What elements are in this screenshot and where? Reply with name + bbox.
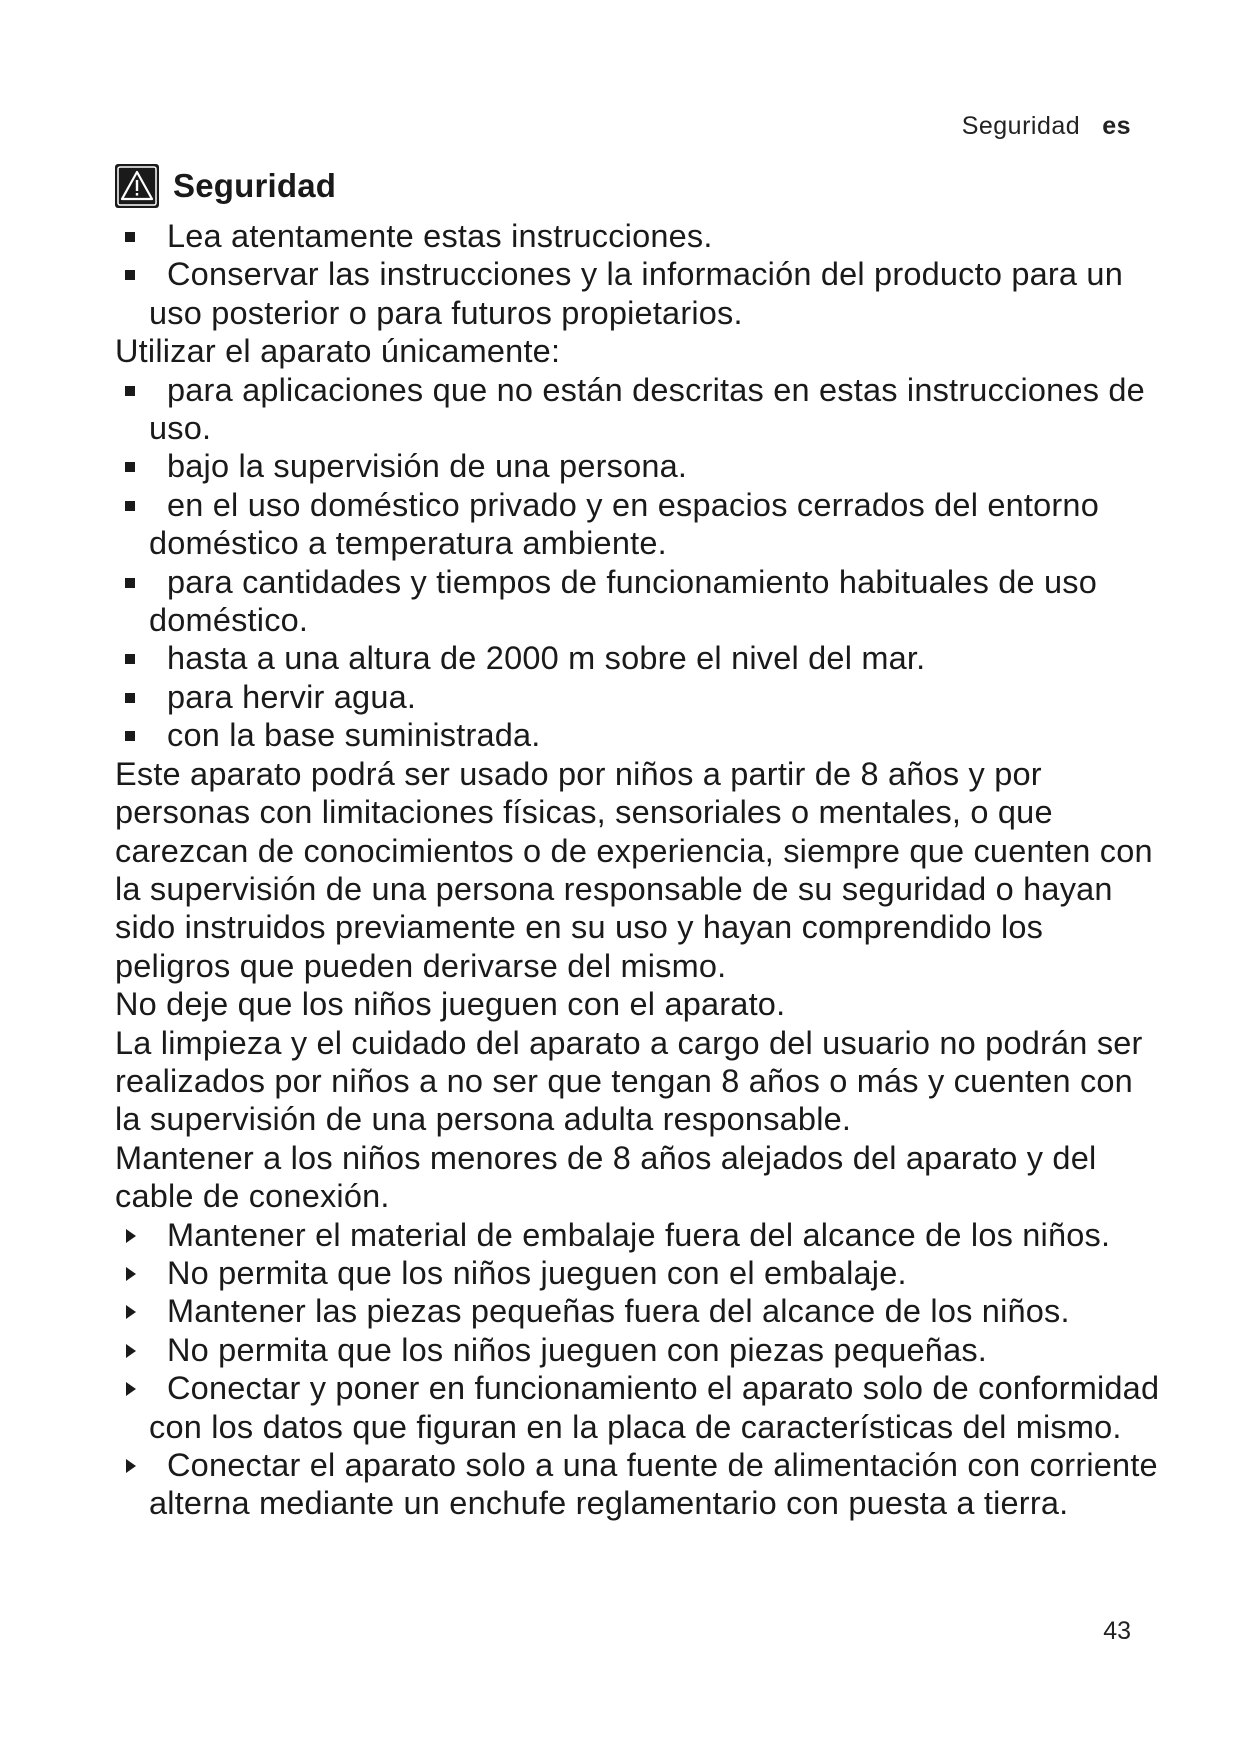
square-bullet-icon	[125, 693, 135, 703]
bullet-item	[115, 371, 1165, 448]
paragraph	[115, 332, 1165, 370]
section-heading	[115, 165, 1165, 207]
square-bullet-icon	[125, 731, 135, 741]
arrow-bullet-icon	[126, 1229, 136, 1243]
running-header-section: Seguridad	[961, 112, 1081, 140]
bullet-item	[115, 447, 1165, 485]
instruction-item	[115, 1369, 1165, 1446]
running-header	[962, 112, 1131, 141]
square-bullet-icon	[125, 501, 135, 511]
bullet-item	[115, 486, 1165, 563]
instruction-item	[115, 1446, 1165, 1523]
block-text: para aplicaciones que no están descritas en estas instrucciones de uso.	[149, 371, 1145, 447]
block-text: Mantener las piezas pequeñas fuera del alcance de los niños.	[167, 1293, 1070, 1330]
block-text: en el uso doméstico privado y en espacios cerrados del entorno doméstico a temperatura ambiente.	[149, 486, 1099, 562]
bullet-item	[115, 217, 1165, 255]
arrow-bullet-icon	[126, 1305, 136, 1319]
paragraph	[115, 1024, 1165, 1139]
paragraph	[115, 985, 1165, 1023]
block-text: Este aparato podrá ser usado por niños a partir de 8 años y por personas con limitaciones físicas, sensoriales o mentales, o que carezcan de conocimientos o de experiencia, siempre que cuenten con la supervisión de una persona responsable de su seguridad o hayan sido instruidos previamente en su uso y hayan comprendido los peligros que pueden derivarse del mismo.	[115, 755, 1153, 984]
page-number: 43	[1103, 1617, 1131, 1645]
block-text: con la base suministrada.	[167, 717, 541, 754]
arrow-bullet-icon	[126, 1344, 136, 1358]
bullet-item	[115, 639, 1165, 677]
block-text: hasta a una altura de 2000 m sobre el nivel del mar.	[167, 640, 926, 677]
block-text: para cantidades y tiempos de funcionamiento habituales de uso doméstico.	[149, 563, 1098, 639]
block-text: Mantener el material de embalaje fuera del alcance de los niños.	[167, 1216, 1111, 1253]
square-bullet-icon	[125, 232, 135, 242]
block-text: No permita que los niños jueguen con el embalaje.	[167, 1254, 907, 1291]
block-text: Utilizar el aparato únicamente:	[115, 333, 561, 370]
square-bullet-icon	[125, 654, 135, 664]
block-text: Conservar las instrucciones y la información del producto para un uso posterior o para futuros propietarios.	[149, 256, 1123, 331]
bullet-item	[115, 563, 1165, 640]
instruction-item	[115, 1254, 1165, 1292]
block-text: La limpieza y el cuidado del aparato a cargo del usuario no podrán ser realizados por niños a no ser que tengan 8 años o más y cuenten con la supervisión de una persona adulta responsable.	[115, 1024, 1143, 1138]
paragraph	[115, 755, 1165, 985]
arrow-bullet-icon	[126, 1267, 136, 1281]
square-bullet-icon	[125, 386, 135, 396]
bullet-item	[115, 716, 1165, 754]
page-content	[115, 165, 1165, 1523]
block-text: Conectar el aparato solo a una fuente de alimentación con corriente alterna mediante un enchufe reglamentario con puesta a tierra.	[149, 1447, 1158, 1522]
block-text: No deje que los niños jueguen con el aparato.	[115, 986, 786, 1023]
warning-triangle-icon	[115, 164, 159, 208]
section-title: Seguridad	[173, 166, 337, 204]
instruction-item	[115, 1216, 1165, 1254]
paragraph	[115, 1139, 1165, 1216]
bullet-item	[115, 255, 1165, 332]
block-text: para hervir agua.	[167, 678, 417, 715]
text-blocks	[115, 217, 1165, 1523]
block-text: bajo la supervisión de una persona.	[167, 448, 688, 485]
block-text: No permita que los niños jueguen con piezas pequeñas.	[167, 1331, 988, 1368]
running-header-language: es	[1102, 112, 1131, 140]
bullet-item	[115, 678, 1165, 716]
instruction-item	[115, 1292, 1165, 1330]
arrow-bullet-icon	[126, 1382, 136, 1396]
instruction-item	[115, 1331, 1165, 1369]
block-text: Lea atentamente estas instrucciones.	[167, 218, 713, 254]
block-text: Mantener a los niños menores de 8 años alejados del aparato y del cable de conexión.	[115, 1139, 1097, 1215]
block-text: Conectar y poner en funcionamiento el aparato solo de conformidad con los datos que figuran en la placa de características del mismo.	[149, 1370, 1160, 1445]
square-bullet-icon	[125, 270, 135, 280]
square-bullet-icon	[125, 578, 135, 588]
arrow-bullet-icon	[126, 1459, 136, 1473]
square-bullet-icon	[125, 462, 135, 472]
